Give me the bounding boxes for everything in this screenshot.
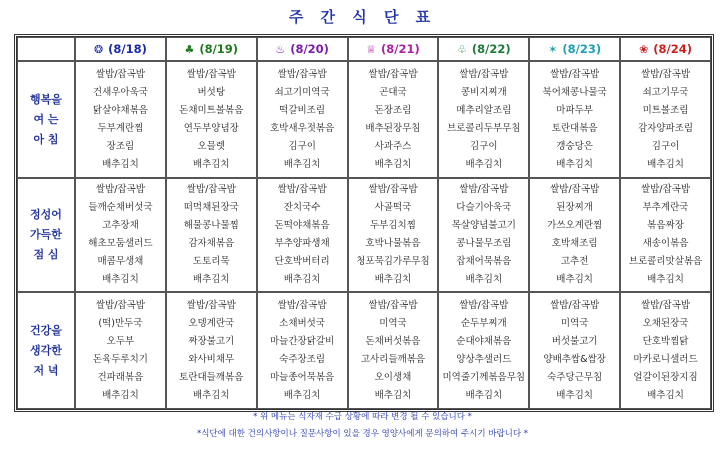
menu-item: 사과주스	[374, 140, 412, 152]
menu-cell	[620, 292, 711, 409]
tree-icon: ♣	[184, 43, 195, 56]
meal-row	[17, 178, 711, 292]
menu-item: 오뎅계란국	[188, 317, 235, 329]
menu-item: 김구이	[651, 140, 680, 152]
menu-item: 배추김치	[556, 158, 593, 170]
menu-cell	[166, 178, 257, 292]
menu-item: 돈떡야채볶음	[274, 220, 330, 231]
menu-item: 버섯불고기	[551, 335, 598, 347]
menu-item: 배추김치	[647, 274, 684, 285]
menu-item: 쌀밥/잡곡밥	[640, 299, 691, 311]
menu-cell	[438, 178, 529, 292]
flame-icon: ♨	[275, 43, 286, 56]
menu-cell	[348, 61, 439, 178]
menu-item: 마늘종어묵볶음	[269, 371, 335, 383]
menu-item: 건파래볶음	[97, 371, 144, 383]
menu-item: 마카로니샐러드	[633, 353, 698, 365]
menu-item: 배추김치	[102, 274, 139, 285]
menu-item: 해초모둠샐러드	[88, 238, 153, 249]
menu-item: 호박채조림	[551, 238, 598, 249]
menu-item: 쌀밥/잡곡밥	[550, 299, 600, 311]
menu-item: 배추김치	[374, 389, 412, 401]
menu-item: 호박나물볶음	[365, 238, 421, 249]
menu-cell	[75, 292, 166, 409]
menu-item: 부추계란국	[642, 202, 689, 213]
meal-label-line: 행복을	[30, 92, 62, 106]
menu-cell	[529, 178, 620, 292]
meal-label-line: 건강을	[30, 323, 62, 337]
menu-item: 쌀밥/잡곡밥	[459, 68, 509, 80]
day-header: ❀ (8/24)	[620, 37, 711, 61]
menu-item: 해물콩나물찜	[183, 220, 239, 231]
menu-item: 된장찌개	[556, 202, 593, 213]
menu-cell	[438, 61, 529, 178]
menu-item: 쌀밥/잡곡밥	[186, 68, 236, 80]
menu-item: 다슬기아욱국	[456, 202, 512, 213]
meal-label	[17, 292, 75, 409]
menu-item: 쇠고기미역국	[274, 86, 330, 98]
menu-item: 배추된장무침	[365, 122, 421, 134]
menu-cell	[620, 178, 711, 292]
notice-change: * 위 메뉴는 식자재 수급 상황에 따라 변경 될 수 있습니다 *	[253, 412, 472, 422]
menu-item: 새송이볶음	[642, 238, 689, 249]
menu-item: 가쓰오계란찜	[547, 220, 603, 231]
meal-label-line: 점 심	[33, 248, 59, 261]
menu-item: 쇠고기무국	[642, 86, 689, 98]
weekly-menu-table	[14, 34, 714, 412]
menu-item: 두부계란찜	[97, 122, 144, 134]
menu-item: 배추김치	[283, 274, 321, 285]
menu-item: 쌀밥/잡곡밥	[95, 299, 145, 311]
menu-item: 북어채콩나물국	[542, 86, 607, 98]
meal-label	[17, 178, 75, 292]
menu-item: 와사비채무	[188, 353, 235, 365]
menu-item: 연두부양념장	[183, 122, 239, 134]
menu-item: 김구이	[288, 140, 316, 152]
star-icon: ✶	[548, 43, 558, 56]
menu-item: 배추김치	[102, 389, 139, 401]
menu-item: 배추김치	[192, 389, 230, 401]
day-header: ✶ (8/23)	[529, 37, 620, 61]
meal-label-line: 가득한	[30, 228, 62, 241]
menu-item: 도토리묵	[192, 256, 230, 267]
menu-item: 쌀밥/잡곡밥	[277, 184, 327, 195]
menu-item: 장조림	[106, 140, 135, 152]
menu-item: 쌀밥/잡곡밥	[277, 68, 327, 80]
menu-item: 쌀밥/잡곡밥	[368, 299, 418, 311]
meal-label-line: 여 는	[33, 112, 59, 126]
menu-item: 쌀밥/잡곡밥	[459, 299, 509, 311]
menu-item: 쌀밥/잡곡밥	[95, 68, 145, 80]
day-header: ♨ (8/20)	[257, 37, 348, 61]
notice-contact: *식단에 대한 건의사항이나 질문사항이 있을 경우 영양사에게 문의하여 주시기 바랍니다 *	[196, 429, 529, 439]
meal-row	[17, 292, 711, 409]
menu-cell	[166, 61, 257, 178]
menu-item: 사골떡국	[374, 202, 412, 213]
menu-item: 닭살야채볶음	[92, 104, 148, 116]
menu-item: 미트볼조림	[642, 104, 689, 116]
menu-item: 오이생채	[374, 371, 412, 383]
menu-item: 순두부찌개	[460, 317, 507, 329]
menu-item: 떡갈비조림	[279, 104, 326, 116]
menu-item: 마파두부	[556, 104, 593, 116]
menu-cell	[257, 61, 348, 178]
menu-cell	[75, 61, 166, 178]
day-header: ♧ (8/22)	[438, 37, 529, 61]
day-header: ♕ (8/21)	[348, 37, 439, 61]
menu-item: 고추전	[560, 256, 589, 267]
menu-item: 청포묵김가루무침	[356, 256, 430, 267]
menu-item: 양상추샐러드	[456, 353, 512, 365]
menu-item: 쌀밥/잡곡밥	[368, 68, 418, 80]
menu-item: 배추김치	[374, 274, 412, 285]
menu-item: 잔치국수	[283, 202, 321, 213]
menu-item: 두부김치찜	[370, 220, 416, 231]
menu-item: 쌀밥/잡곡밥	[368, 184, 418, 195]
menu-item: 고추장채	[102, 220, 139, 231]
meal-label-line: 아 침	[33, 132, 59, 146]
glass-icon: ♕	[366, 43, 377, 56]
menu-item: 토란대볶음	[551, 122, 598, 134]
page-title: 주 간 식 단 표	[288, 8, 437, 26]
menu-item: 돈장조림	[374, 104, 412, 116]
menu-item: 돈육두루치기	[92, 353, 148, 365]
meal-row	[17, 61, 711, 178]
menu-cell	[348, 178, 439, 292]
menu-item: 들깨순채버섯국	[88, 202, 153, 213]
menu-item: 떠먹채된장국	[183, 202, 239, 213]
menu-item: 목살양념불고기	[451, 220, 516, 231]
menu-cell	[620, 61, 711, 178]
menu-item: 양배추쌈&쌈장	[543, 353, 606, 365]
menu-item: 매콤무생채	[97, 256, 144, 267]
meal-label-line: 저 녁	[33, 363, 59, 377]
menu-item: 감자채볶음	[188, 238, 235, 249]
menu-item: 쌀밥/잡곡밥	[277, 299, 327, 311]
menu-item: 브로콜리맛살볶음	[628, 256, 703, 267]
sun-red-icon: ❀	[639, 43, 649, 56]
menu-item: 쌀밥/잡곡밥	[95, 184, 145, 195]
menu-item: 고사리들깨볶음	[360, 353, 426, 365]
menu-item: 순대야채볶음	[456, 335, 512, 347]
menu-item: 돈채미트볼볶음	[179, 104, 244, 116]
menu-item: 배추김치	[647, 389, 684, 401]
menu-item: 쌀밥/잡곡밥	[550, 68, 600, 80]
menu-item: 볶음짜장	[647, 220, 684, 231]
menu-item: 마늘간장닭갈비	[269, 335, 335, 347]
day-header: ♣ (8/19)	[166, 37, 257, 61]
menu-cell	[75, 178, 166, 292]
menu-item: 짜장불고기	[188, 335, 235, 347]
menu-item: 쌀밥/잡곡밥	[186, 184, 236, 195]
menu-cell	[166, 292, 257, 409]
menu-cell	[529, 61, 620, 178]
header-row	[17, 37, 711, 61]
menu-item: 배추김치	[465, 158, 503, 170]
menu-item: 곤대국	[379, 86, 407, 98]
menu-item: 배추김치	[647, 158, 684, 170]
meal-label	[17, 61, 75, 178]
menu-item: 배추김치	[102, 158, 139, 170]
menu-item: 쌀밥/잡곡밥	[550, 184, 600, 195]
menu-item: 숙주장조림	[279, 353, 326, 365]
menu-item: 얼갈이된장지짐	[633, 371, 698, 383]
menu-item: 잡채어묵볶음	[456, 256, 512, 267]
menu-item: 배추김치	[283, 158, 321, 170]
menu-item: 배추김치	[192, 274, 230, 285]
menu-item: 콩나물무조림	[456, 238, 512, 249]
menu-item: (떡)만두국	[98, 317, 143, 329]
menu-item: 토란대들깨볶음	[179, 371, 244, 383]
day-header: ❂ (8/18)	[75, 37, 166, 61]
menu-item: 부추양파생채	[274, 238, 330, 249]
menu-item: 배추김치	[374, 158, 412, 170]
menu-cell	[438, 292, 529, 409]
menu-cell	[529, 292, 620, 409]
menu-item: 소채버섯국	[279, 317, 326, 329]
menu-item: 단호박찜닭	[642, 335, 689, 347]
menu-item: 돈채버섯볶음	[365, 335, 421, 347]
menu-item: 미역국	[379, 317, 407, 329]
menu-item: 쌀밥/잡곡밥	[640, 184, 691, 195]
corner-cell	[17, 37, 75, 61]
menu-item: 배추김치	[556, 389, 593, 401]
menu-item: 쌀밥/잡곡밥	[459, 184, 509, 195]
menu-item: 메추리알조림	[456, 104, 512, 116]
meal-label-line: 생각한	[30, 343, 62, 357]
menu-cell	[257, 292, 348, 409]
meal-label-line: 정성어	[30, 208, 62, 221]
menu-item: 배추김치	[465, 274, 503, 285]
menu-item: 단호박버터리	[274, 256, 330, 267]
menu-item: 배추김치	[192, 158, 230, 170]
menu-item: 쌀밥/잡곡밥	[640, 68, 691, 80]
menu-item: 오채된장국	[642, 317, 689, 329]
menu-item: 버섯탕	[197, 86, 226, 98]
menu-item: 숙주당근무침	[547, 371, 603, 383]
menu-cell	[348, 292, 439, 409]
menu-item: 김구이	[470, 140, 498, 152]
menu-item: 미역국	[560, 317, 589, 329]
menu-item: 건새우아욱국	[92, 86, 148, 98]
menu-item: 갱숭당은	[556, 140, 593, 152]
menu-item: 콩비지찌개	[460, 86, 507, 98]
menu-item: 배추김치	[283, 389, 321, 401]
menu-item: 오두부	[106, 335, 135, 347]
menu-item: 브로콜리두부무침	[447, 122, 521, 134]
menu-item: 오믈렛	[197, 140, 226, 152]
menu-cell	[257, 178, 348, 292]
menu-item: 쌀밥/잡곡밥	[186, 299, 236, 311]
sun-icon: ❂	[93, 43, 104, 56]
leaf-icon: ♧	[457, 43, 467, 56]
menu-item: 배추김치	[465, 389, 503, 401]
menu-item: 호박새우젓볶음	[269, 122, 335, 134]
menu-item: 배추김치	[556, 274, 593, 285]
menu-item: 감자양파조림	[638, 122, 694, 134]
menu-item: 미역줄기께볶음무침	[442, 371, 526, 383]
